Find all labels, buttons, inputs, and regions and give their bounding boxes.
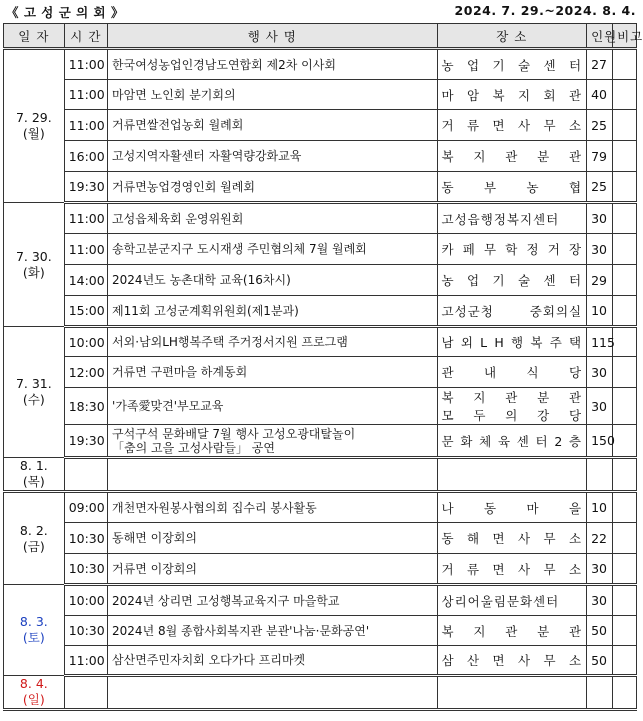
place-line: 농 업 기 술 센 터: [441, 57, 583, 73]
table-row: [4, 458, 637, 492]
attendee-count-cell: 30: [587, 585, 613, 616]
date-label: 8. 2.: [19, 522, 48, 538]
note-cell: [613, 265, 637, 296]
attendee-count-cell: 10: [587, 492, 613, 523]
time-cell: 19:30: [64, 425, 107, 458]
place-line: 고성군청 중회의실: [441, 303, 583, 319]
weekday-label: (목): [22, 474, 45, 489]
table-row: [4, 425, 637, 458]
schedule-body: [4, 49, 637, 710]
note-cell: [613, 676, 637, 710]
event-name-line: 동해면 이장회의: [112, 531, 197, 545]
table-row: [4, 110, 637, 141]
attendee-count-cell: [587, 676, 613, 710]
table-row: [4, 80, 637, 110]
event-name-cell: [108, 172, 438, 203]
schedule-table: [3, 23, 643, 711]
time-cell: 11:00: [64, 203, 107, 234]
time-cell: 10:00: [64, 327, 107, 357]
note-cell: [613, 523, 637, 554]
event-name-line: 거류면 구편마을 하계동회: [112, 365, 248, 379]
place-cell: [437, 425, 587, 458]
table-row: [4, 141, 637, 172]
attendee-count-cell: 22: [587, 523, 613, 554]
attendee-count-cell: 79: [587, 141, 613, 172]
event-name-cell: [108, 388, 438, 425]
event-name-cell: [108, 203, 438, 234]
attendee-count-cell: [587, 458, 613, 492]
note-cell: [613, 492, 637, 523]
time-cell: 16:00: [64, 141, 107, 172]
time-cell: 10:00: [64, 585, 107, 616]
attendee-count-cell: 115: [587, 327, 613, 357]
weekday-label: (금): [22, 538, 45, 554]
event-name-cell: [108, 523, 438, 554]
note-cell: [613, 425, 637, 458]
time-cell: 12:00: [64, 357, 107, 388]
place-line: 카 페 무 학 정 거 장: [441, 242, 583, 257]
place-cell: [437, 234, 587, 265]
date-cell: [4, 203, 65, 327]
time-cell: 10:30: [64, 554, 107, 585]
place-cell: [437, 357, 587, 388]
event-name-line: 2024년 8월 종합사회복지관 분관'나눔·문화공연': [112, 623, 370, 638]
note-cell: [613, 458, 637, 492]
time-cell: 11:00: [64, 80, 107, 110]
place-cell: [437, 49, 587, 80]
event-name-line: '가족愛맞견'부모교육: [112, 399, 224, 413]
event-name-cell: [108, 357, 438, 388]
weekday-label: (월): [22, 126, 45, 141]
place-line: 거 류 면 사 무 소: [441, 561, 583, 577]
note-cell: [613, 388, 637, 425]
note-cell: [613, 296, 637, 327]
time-cell: 14:00: [64, 265, 107, 296]
header-row: [4, 24, 637, 49]
note-cell: [613, 554, 637, 585]
note-cell: [613, 616, 637, 646]
place-cell: [437, 203, 587, 234]
time-cell: 11:00: [64, 646, 107, 676]
place-line: 삼 산 면 사 무 소: [441, 653, 583, 668]
event-name-line: 제11회 고성군계획위원회(제1분과): [112, 303, 299, 318]
event-name-cell: [108, 676, 438, 710]
place-cell: [437, 172, 587, 203]
place-cell: [437, 458, 587, 492]
event-name-line: 서외·남외LH행복주택 주거정서지원 프로그램: [112, 335, 348, 349]
event-name-line: 2024년 상리면 고성행복교육지구 마을학교: [112, 593, 340, 608]
note-cell: [613, 234, 637, 265]
attendee-count-cell: 25: [587, 110, 613, 141]
time-cell: 11:00: [64, 49, 107, 80]
event-name-cell: [108, 492, 438, 523]
table-row: [4, 554, 637, 585]
attendee-count-cell: 29: [587, 265, 613, 296]
date-label: 8. 4.: [19, 676, 48, 691]
col-time-header: 시 간: [64, 24, 107, 49]
place-line: 복 지 관 분 관: [441, 390, 583, 405]
col-note-header: 비고: [613, 24, 637, 49]
event-name-cell: [108, 425, 438, 458]
attendee-count-cell: 30: [587, 357, 613, 388]
attendee-count-cell: 50: [587, 616, 613, 646]
time-cell: 15:00: [64, 296, 107, 327]
event-name-line: 삼산면주민자치회 오다가다 프리마켓: [112, 653, 306, 667]
note-cell: [613, 646, 637, 676]
place-cell: [437, 110, 587, 141]
time-cell: 18:30: [64, 388, 107, 425]
table-row: [4, 234, 637, 265]
attendee-count-cell: 30: [587, 388, 613, 425]
event-name-cell: [108, 49, 438, 80]
place-line: 고성읍행정복지센터: [441, 211, 560, 227]
attendee-count-cell: 30: [587, 554, 613, 585]
table-row: [4, 327, 637, 357]
weekday-label: (화): [22, 264, 45, 280]
place-line: 동 해 면 사 무 소: [441, 531, 583, 546]
attendee-count-cell: 50: [587, 646, 613, 676]
table-row: [4, 585, 637, 616]
table-row: [4, 296, 637, 327]
place-cell: [437, 646, 587, 676]
note-cell: [613, 110, 637, 141]
event-name-cell: [108, 265, 438, 296]
event-name-line: 고성읍체육회 운영위원회: [112, 211, 244, 226]
place-line: 복 지 관 분 관: [441, 623, 583, 639]
table-row: [4, 49, 637, 80]
place-cell: [437, 388, 587, 425]
place-cell: [437, 265, 587, 296]
weekday-label: (수): [22, 392, 45, 407]
place-line: 마 암 복 지 회 관: [441, 87, 583, 103]
place-cell: [437, 327, 587, 357]
col-place-header: 장 소: [437, 24, 587, 49]
time-cell: 09:00: [64, 492, 107, 523]
date-label: 8. 1.: [19, 458, 48, 473]
time-cell: 10:30: [64, 616, 107, 646]
header-bar: [0, 0, 640, 24]
place-line: 동 부 농 협: [441, 179, 583, 195]
place-cell: [437, 141, 587, 172]
date-cell: [4, 585, 65, 676]
time-cell: 19:30: [64, 172, 107, 203]
note-cell: [613, 49, 637, 80]
event-name-line: 「춤의 고을 고성사람들」 공연: [112, 440, 275, 455]
weekday-label: (일): [22, 692, 45, 707]
event-name-cell: [108, 80, 438, 110]
attendee-count-cell: 150: [587, 425, 613, 458]
place-line: 상리어울림문화센터: [441, 593, 560, 609]
place-line: 나 동 마 을: [441, 500, 583, 516]
event-name-line: 2024년도 농촌대학 교육(16차시): [112, 273, 291, 287]
place-cell: [437, 296, 587, 327]
time-cell: 10:30: [64, 523, 107, 554]
table-row: [4, 388, 637, 425]
period-label: 2024. 7. 29.~2024. 8. 4.: [454, 3, 636, 18]
event-name-cell: [108, 141, 438, 172]
table-row: [4, 646, 637, 676]
place-cell: [437, 523, 587, 554]
note-cell: [613, 141, 637, 172]
date-label: 8. 3.: [19, 614, 48, 629]
event-name-cell: [108, 110, 438, 141]
place-cell: [437, 676, 587, 710]
note-cell: [613, 203, 637, 234]
event-name-line: 송학고분군지구 도시재생 주민협의체 7월 월례회: [112, 242, 367, 256]
date-label: 7. 30.: [15, 248, 52, 264]
event-name-cell: [108, 458, 438, 492]
event-name-line: 한국여성농업인경남도연합회 제2차 이사회: [112, 57, 336, 72]
date-label: 7. 31.: [15, 376, 52, 391]
attendee-count-cell: 40: [587, 80, 613, 110]
date-cell: [4, 676, 65, 710]
event-name-line: 거류면농업경영인회 월례회: [112, 179, 255, 194]
col-date-header: 일 자: [4, 24, 65, 49]
place-line: 남 외 L H 행 복 주 택: [441, 335, 583, 350]
event-name-cell: [108, 296, 438, 327]
place-line: 거 류 면 사 무 소: [441, 118, 583, 133]
time-cell: [64, 676, 107, 710]
time-cell: 11:00: [64, 110, 107, 141]
col-event-header: 행 사 명: [108, 24, 438, 49]
attendee-count-cell: 25: [587, 172, 613, 203]
date-cell: [4, 49, 65, 203]
place-line: 문 화 체 육 센 터 2 층: [441, 433, 583, 449]
place-cell: [437, 616, 587, 646]
note-cell: [613, 80, 637, 110]
note-cell: [613, 327, 637, 357]
place-cell: [437, 492, 587, 523]
note-cell: [613, 585, 637, 616]
table-row: [4, 265, 637, 296]
attendee-count-cell: 10: [587, 296, 613, 327]
event-name-cell: [108, 554, 438, 585]
attendee-count-cell: 30: [587, 234, 613, 265]
place-line: 농 업 기 술 센 터: [441, 273, 583, 288]
event-name-line: 거류면 이장회의: [112, 561, 197, 576]
table-row: [4, 172, 637, 203]
table-row: [4, 676, 637, 710]
table-row: [4, 616, 637, 646]
time-cell: 11:00: [64, 234, 107, 265]
note-cell: [613, 357, 637, 388]
event-name-line: 개천면자원봉사협의회 집수리 봉사활동: [112, 500, 317, 515]
date-cell: [4, 327, 65, 458]
col-count-header: 인원: [587, 24, 613, 49]
note-cell: [613, 172, 637, 203]
event-name-line: 마암면 노인회 분기회의: [112, 87, 236, 102]
event-name-line: 거류면쌀전업농회 월례회: [112, 118, 244, 132]
place-cell: [437, 554, 587, 585]
date-cell: [4, 458, 65, 492]
place-line: 복 지 관 분 관: [441, 149, 583, 164]
event-name-cell: [108, 616, 438, 646]
attendee-count-cell: 27: [587, 49, 613, 80]
place-cell: [437, 80, 587, 110]
event-name-cell: [108, 585, 438, 616]
time-cell: [64, 458, 107, 492]
attendee-count-cell: 30: [587, 203, 613, 234]
date-label: 7. 29.: [15, 110, 52, 125]
table-row: [4, 523, 637, 554]
table-row: [4, 492, 637, 523]
event-name-line: 고성지역자활센터 자활역량강화교육: [112, 149, 302, 163]
event-name-line: 구석구석 문화배달 7월 행사 고성오광대탈놀이: [112, 426, 356, 441]
event-name-cell: [108, 234, 438, 265]
place-line: 관 내 식 당: [441, 365, 583, 380]
date-cell: [4, 492, 65, 585]
place-cell: [437, 585, 587, 616]
table-row: [4, 203, 637, 234]
event-name-cell: [108, 327, 438, 357]
table-row: [4, 357, 637, 388]
place-line: 모 두 의 강 당: [441, 408, 583, 423]
event-name-cell: [108, 646, 438, 676]
weekday-label: (토): [22, 630, 45, 645]
org-title: 《 고 성 군 의 회 》: [6, 5, 124, 20]
